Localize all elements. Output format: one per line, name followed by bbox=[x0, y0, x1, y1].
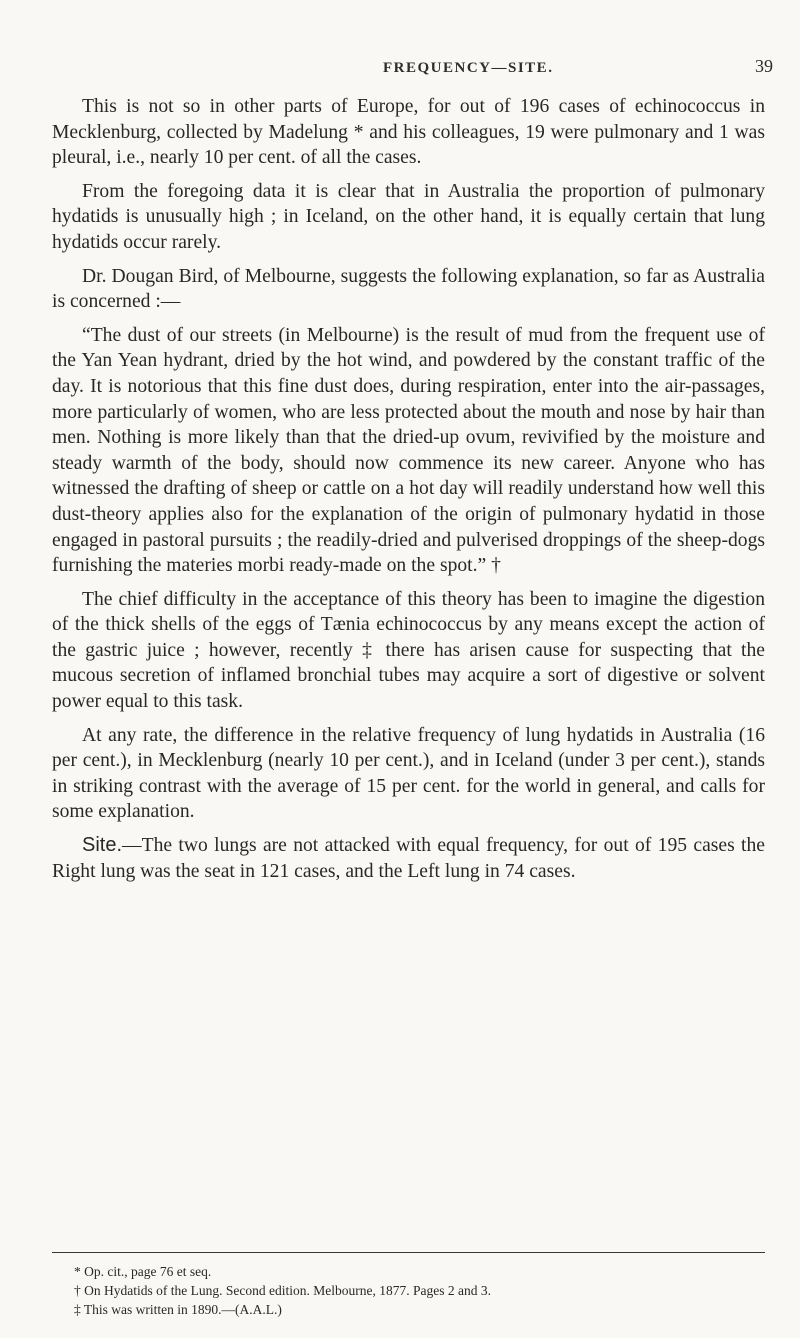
site-heading: Site. bbox=[82, 834, 123, 857]
paragraph-foregoing-data: From the foregoing data it is clear that in Australia the proportion of pulmonary hydatids is unusually high ; in Iceland, on the other hand, it is equally certain that lung hydatids occur rarely. bbox=[52, 180, 765, 253]
body-text bbox=[52, 94, 765, 892]
running-title: FREQUENCY—SITE. bbox=[383, 60, 554, 76]
footnote-written-1890: ‡ This was written in 1890.—(A.A.L.) bbox=[74, 1302, 282, 1317]
footnotes bbox=[52, 1262, 765, 1319]
page-number: 39 bbox=[755, 56, 773, 76]
footnote-hydatids-lung: † On Hydatids of the Lung. Second edition. Melbourne, 1877. Pages 2 and 3. bbox=[74, 1283, 491, 1298]
paragraph-chief-difficulty: The chief difficulty in the acceptance of this theory has been to imagine the digestion of the thick shells of the eggs of Tænia echinococcus by any means except the action of the gastric juice ; however, recently ‡ there has arisen cause for suspecting that the mucous secretion of inflamed bronchial tubes may acquire a sort of digestive or solvent power equal to this task. bbox=[52, 588, 765, 713]
footnote-rule bbox=[52, 1252, 765, 1253]
paragraph-dust-quote: “The dust of our streets (in Melbourne) is the result of mud from the frequent use of the Yan Yean hydrant, dried by the hot wind, and powdered by the constant traffic of the day. It is notorious that this fine dust does, during respiration, enter into the air-passages, more particularly of women, who are less protected about the mouth and nose by hair than men. Nothing is more likely than that the dried-up ovum, revivified by the moisture and steady warmth of the body, should now commence its new career. Anyone who has witnessed the drafting of sheep or cattle on a hot day will readily understand how well this dust-theory applies also for the explanation of the origin of pulmonary hydatid in those engaged in pastoral pursuits ; the readily-dried and pulverised droppings of the sheep-dogs furnishing the materies morbi ready-made on the spot.” † bbox=[52, 324, 765, 577]
paragraph-site bbox=[52, 833, 765, 884]
paragraph-dougan-bird: Dr. Dougan Bird, of Melbourne, suggests the following explanation, so far as Australia is concerned :— bbox=[52, 265, 765, 313]
paragraph-mecklenburg: This is not so in other parts of Europe, for out of 196 cases of echinococcus in Mecklenburg, collected by Madelung * and his colleagues, 19 were pulmonary and 1 was pleural, i.e., nearly 10 per cent. of all the cases. bbox=[52, 96, 765, 169]
site-text: —The two lungs are not attacked with equal frequency, for out of 195 cases the Right lung was the seat in 121 cases, and the Left lung in 74 cases. bbox=[52, 835, 765, 882]
footnote-op-cit: * Op. cit., page 76 et seq. bbox=[74, 1264, 212, 1279]
paragraph-relative-frequency: At any rate, the difference in the relative frequency of lung hydatids in Australia (16 per cent.), in Mecklenburg (nearly 10 per cent.), and in Iceland (under 3 per cent.), stands in striking contrast with the average of 15 per cent. for the world in general, and calls for some explanation. bbox=[52, 724, 765, 823]
